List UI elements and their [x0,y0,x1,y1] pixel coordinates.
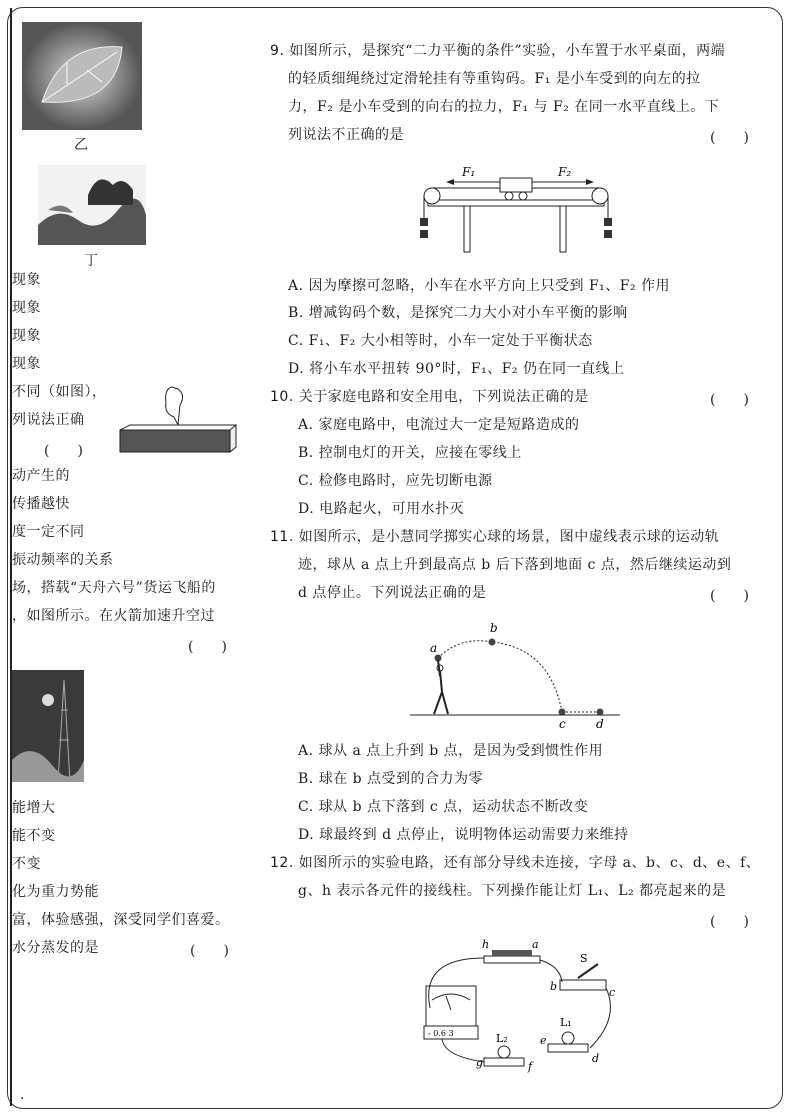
text-line: 不同（如图）， [12,384,107,400]
q10-number: 10. [270,389,294,405]
q9-line-2: 的轻质细绳绕过定滑轮挂有等重钩码。F₁ 是小车受到的向左的拉 [288,71,701,87]
text-line: 化为重力势能 [12,884,99,900]
label-ammeter-terminals: - 0.6 3 [428,1029,454,1038]
label-d: d [592,1052,600,1065]
q9-line-1 [270,42,725,60]
text-line: 动产生的 [12,468,70,484]
text-line: 能不变 [12,828,56,844]
q10-line-1 [270,388,589,406]
caption-ding: 丁 [84,253,98,269]
label-c: c [559,717,566,730]
text-line: 度一定不同 [12,524,85,540]
q11-line-1 [270,528,719,546]
text-line: 水分蒸发的是 [12,940,99,956]
label-a: a [430,641,438,655]
q11-line-3: d 点停止。下列说法正确的是 [298,585,487,601]
label-g: g [476,1056,484,1069]
label-f: f [528,1060,533,1073]
q9-option-d[interactable]: D. 将小车水平扭转 90°时，F₁、F₂ 仍在同一直线上 [288,361,625,377]
q9-option-a[interactable]: A. 因为摩擦可忽略，小车在水平方向上只受到 F₁、F₂ 作用 [288,278,671,294]
rocket-launch-photo [12,670,84,782]
answer-paren[interactable]: ( ) [44,443,83,459]
text-line: 富，体验感强，深受同学们喜爱。 [12,912,230,928]
q10-text: 关于家庭电路和安全用电，下列说法正确的是 [298,389,589,405]
text-line: 传播越快 [12,496,70,512]
q9-answer-paren[interactable]: ( ) [710,130,749,146]
q11-option-c[interactable]: C. 球从 b 点下落到 c 点，运动状态不断改变 [298,799,589,815]
label-l2: L₂ [496,1032,508,1045]
q9-option-b[interactable]: B. 增减钩码个数，是探究二力大小对小车平衡的影响 [288,305,628,321]
q10-option-d[interactable]: D. 电路起火，可用水扑灭 [298,501,465,517]
text-line: 场，搭载“天舟六号”货运飞船的 [12,580,216,596]
q11-option-d[interactable]: D. 球最终到 d 点停止，说明物体运动需要力来维持 [298,827,629,843]
q12-circuit-figure [420,938,620,1078]
label-b: b [490,621,498,635]
q9-line-4: 列说法不正确的是 [288,127,404,143]
text-line: 现象 [12,272,41,288]
text-line: 现象 [12,300,41,316]
q12-line-2: g、h 表示各元件的接线柱。下列操作能让灯 L₁、L₂ 都亮起来的是 [298,883,727,899]
q10-option-b[interactable]: B. 控制电灯的开关，应接在零线上 [298,445,522,461]
q11-number: 11. [270,529,294,545]
text-line: 不变 [12,856,41,872]
mist-landscape-photo [38,165,146,245]
q10-option-c[interactable]: C. 检修电路时，应先切断电源 [298,473,493,489]
label-c: c [609,986,616,999]
q9-option-c[interactable]: C. F₁、F₂ 大小相等时，小车一定处于平衡状态 [288,333,593,349]
q10-option-a[interactable]: A. 家庭电路中，电流过大一定是短路造成的 [298,417,580,433]
finger-on-ruler-figure [116,385,240,455]
q11-option-a[interactable]: A. 球从 a 点上升到 b 点，是因为受到惯性作用 [298,743,604,759]
label-f2: F₂ [558,165,572,179]
label-h: h [482,938,490,951]
text-line: 现象 [12,356,41,372]
label-f1: F₁ [462,165,476,179]
q12-line-1 [270,854,760,872]
caption-yi: 乙 [74,137,88,153]
q11-option-b[interactable]: B. 球在 b 点受到的合力为零 [298,771,484,787]
q11-line-2: 迹，球从 a 点上升到最高点 b 后下落到地面 c 点，然后继续运动到 [298,557,732,573]
label-l1: L₁ [560,1016,572,1029]
text-line: 振动频率的关系 [12,552,114,568]
answer-paren[interactable]: ( ) [190,943,229,959]
text-line: ，如图所示。在火箭加速升空过 [12,608,215,624]
q9-number: 9. [270,43,285,59]
q11-answer-paren[interactable]: ( ) [710,588,749,604]
frosted-leaf-photo [22,22,142,130]
label-s: S [580,952,588,965]
label-b: b [550,980,558,993]
q12-answer-paren[interactable]: ( ) [710,914,749,930]
q11-ball-throw-figure [410,618,620,730]
q9-text: 如图所示，是探究“二力平衡的条件”实验，小车置于水平桌面，两端 [289,43,726,59]
q12-text: 如图所示的实验电路，还有部分导线未连接，字母 a、b、c、d、e、f、 [298,855,761,871]
label-e: e [540,1034,547,1047]
q9-line-3: 力，F₂ 是小车受到的向右的拉力，F₁ 与 F₂ 在同一水平直线上。下 [288,99,720,115]
text-line: 现象 [12,328,41,344]
q9-cart-pulley-figure [410,160,620,255]
q10-answer-paren[interactable]: ( ) [710,392,749,408]
text-line: 能增大 [12,800,56,816]
label-d: d [596,717,604,730]
q12-number: 12. [270,855,294,871]
q11-text: 如图所示，是小慧同学掷实心球的场景，图中虚线表示球的运动轨 [298,529,720,545]
answer-paren[interactable]: ( ) [188,639,227,655]
text-line: 列说法正确 [12,412,85,428]
label-a: a [532,938,539,951]
footer-mark: . [20,1087,25,1103]
